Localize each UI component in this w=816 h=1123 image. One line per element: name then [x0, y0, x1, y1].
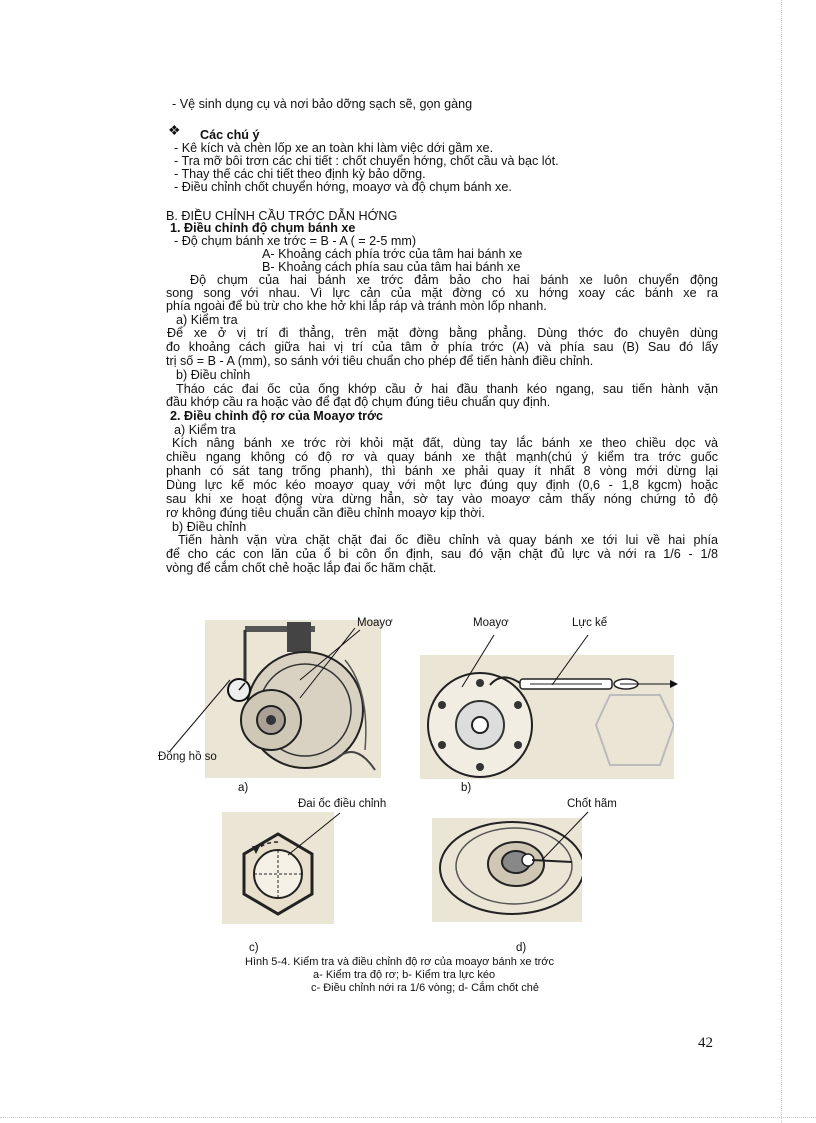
para-5-line-3: vòng để cắm chốt chẻ hoặc lắp đai ốc hãm chặt. [166, 561, 437, 575]
sub-label-d: d) [516, 942, 527, 954]
para-3-line-2: đầu khớp cầu ra hoặc vào để đạt độ chụm đúng tiêu chuẩn quy định. [166, 395, 551, 409]
label-dong-ho-so: Đồng hồ so [158, 751, 217, 763]
para-1-line-1: Độ chụm của hai bánh xe trớc đảm bảo cho hai bánh xe luôn chuyển động [190, 273, 718, 287]
para-4-line-6: rơ không đúng tiêu chuẩn cần điều chỉnh moayơ kịp thời. [166, 506, 485, 520]
sub-label-b: b) [461, 782, 472, 794]
para-5-line-2: để cho các con lăn của ổ bi côn ổn định, sau đó vặn chặt đủ lực và nới ra 1/6 - 1/8 [166, 547, 718, 561]
para-2-line-2: đo khoảng cách giữa hai vị trí của tâm ở phía trớc (A) và phía sau (B) Sau đó lấy [166, 340, 718, 354]
label-chot-ham: Chốt hãm [567, 798, 617, 810]
line-cleanup: - Vệ sinh dụng cụ và nơi bảo dỡng sạch sẽ, gọn gàng [172, 97, 473, 111]
toe-b-def: B- Khoảng cách phía sau của tâm hai bánh xe [262, 260, 521, 274]
figure-a-leader-lines [150, 620, 410, 760]
subhead-b-dieu-chinh: b) Điều chỉnh [176, 368, 251, 382]
section-2-heading: 2. Điều chỉnh độ rơ của Moayơ trớc [170, 409, 384, 423]
toe-formula: - Độ chụm bánh xe trớc = B - A ( = 2-5 mm) [174, 234, 417, 248]
figure-caption-line-2: a- Kiểm tra độ rơ; b- Kiểm tra lực kéo [313, 969, 496, 981]
figure-caption-line-3: c- Điều chỉnh nới ra 1/6 vòng; d- Cắm chốt chẻ [311, 982, 539, 994]
figure-d-leader-line [520, 806, 600, 866]
subhead-a-kiem-tra-2: a) Kiểm tra [174, 423, 236, 437]
subhead-a-kiem-tra: a) Kiểm tra [176, 313, 238, 327]
label-luc-ke: Lực kế [572, 617, 608, 629]
para-4-line-1: Kích nâng bánh xe trớc rời khỏi mặt đất, dùng tay lắc bánh xe theo chiều dọc và [172, 436, 718, 450]
sub-label-c: c) [249, 942, 259, 954]
section-1-heading: 1. Điều chỉnh độ chụm bánh xe [170, 221, 356, 235]
figure-c-leader-line [280, 805, 360, 865]
para-2-line-3: trị số = B - A (mm), so sánh với tiêu chuẩn cho phép để tiến hành điều chỉnh. [166, 354, 594, 368]
para-5-line-1: Tiến hành vặn vừa chặt chặt đai ốc điều chỉnh và quay bánh xe tới lui về hai phía [178, 533, 718, 547]
para-4-line-2: chiều ngang không có độ rơ và quay bánh xe thật mạnh(chú ý kiểm tra trớc guốc [166, 450, 718, 464]
para-1-line-2: song song với nhau. Vì lực cản của mặt đờng có xu hớng xoay các bánh xe ra [166, 286, 718, 300]
section-b-heading: B. ĐIỀU CHỈNH CẦU TRỚC DẪN HỚNG [166, 209, 398, 223]
note-1: - Kê kích và chèn lốp xe an toàn khi làm việc dới gầm xe. [174, 141, 494, 155]
para-4-line-3: phanh có sát tang trống phanh), thì bánh xe phải quay ít nhất 8 vòng mới dừng lại [166, 464, 718, 478]
label-moayo-a: Moayơ [357, 617, 393, 629]
figure-caption-title: Hình 5-4. Kiểm tra và điều chỉnh độ rơ của moayơ bánh xe trớc [245, 956, 555, 968]
label-moayo-b: Moayơ [473, 617, 509, 629]
page-number: 42 [698, 1035, 713, 1051]
label-dai-oc-dieu-chinh: Đai ốc điều chỉnh [298, 798, 387, 810]
note-4: - Điều chỉnh chốt chuyển hớng, moayơ và độ chụm bánh xe. [174, 180, 512, 194]
para-3-line-1: Tháo các đai ốc của ống khớp cầu ở hai đầu thanh kéo ngang, sau tiến hành vặn [176, 382, 718, 396]
para-2-line-1: Để xe ở vị trí đi thẳng, trên mặt đờng bằng phẳng. Dùng thớc đo chuyên dùng [167, 326, 718, 340]
figure-b-leader-lines [440, 625, 680, 695]
diamond-bullet-icon: ❖ [168, 122, 181, 138]
para-1-line-3: phía ngoài để bù trừ cho khe hở khi lắp ráp và tránh mòn lốp nhanh. [166, 299, 547, 313]
para-4-line-4: Dùng lực kế móc kéo moayơ quay với một lực đúng quy định (0,6 - 1,8 kgcm) hoặc [166, 478, 718, 492]
page-border-bottom [0, 1117, 816, 1118]
notes-heading: Các chú ý [200, 128, 260, 142]
note-3: - Thay thế các chi tiết theo định kỳ bảo dỡng. [174, 167, 426, 181]
note-2: - Tra mỡ bôi trơn các chi tiết : chốt chuyển hớng, chốt cầu và bạc lót. [174, 154, 559, 168]
para-4-line-5: sau khi xe hoạt động vừa dừng hẳn, sờ tay vào moayơ cảm thấy nóng chứng tỏ độ [166, 492, 718, 506]
page-border-right [781, 0, 782, 1123]
toe-a-def: A- Khoảng cách phía trớc của tâm hai bánh xe [262, 247, 523, 261]
subhead-b-dieu-chinh-2: b) Điều chỉnh [172, 520, 247, 534]
sub-label-a: a) [238, 782, 249, 794]
